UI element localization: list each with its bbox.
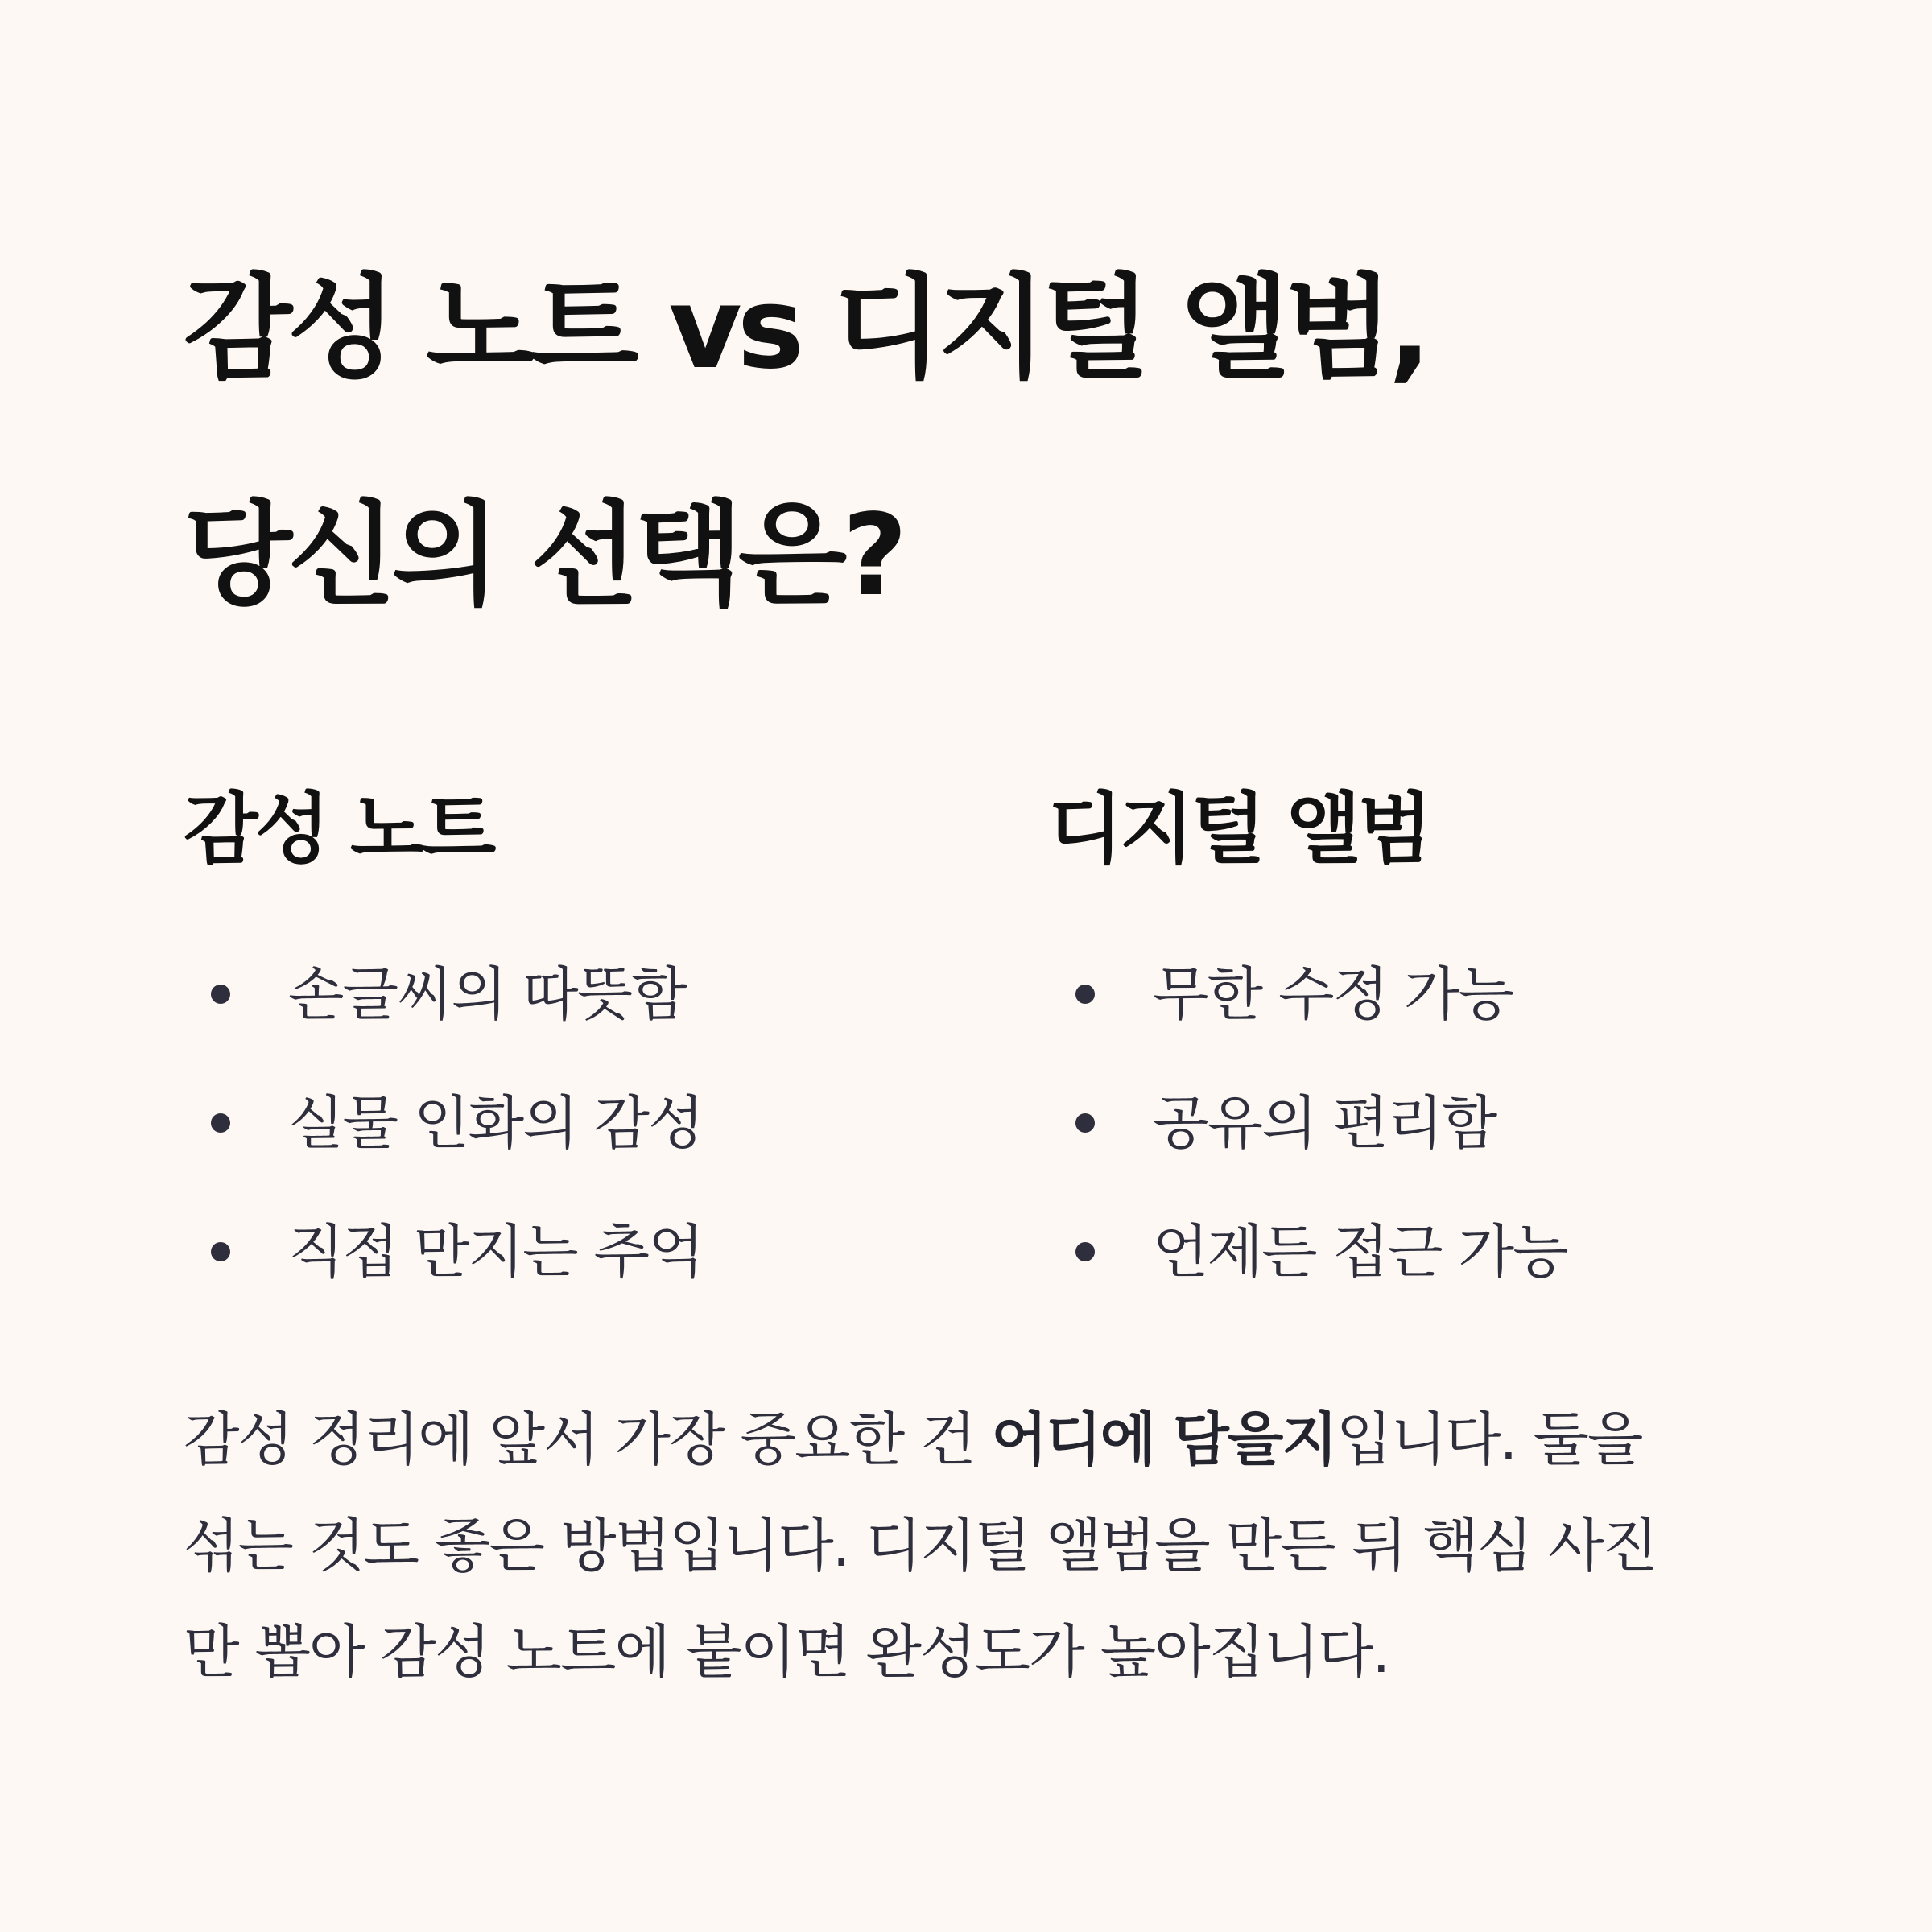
title-line-2: 당신의 선택은? xyxy=(184,490,903,621)
list-item-text: 실물 인화의 감성 xyxy=(288,1089,703,1157)
list-item-text: 무한 수정 가능 xyxy=(1153,960,1513,1028)
list-item-text: 직접 만지는 추억 xyxy=(288,1218,703,1286)
list-item xyxy=(1048,1059,1837,1187)
column-digital-album xyxy=(1048,773,1837,1316)
bullet-list-digital-album xyxy=(1048,930,1837,1316)
bullet-dot-icon xyxy=(1075,985,1095,1004)
list-item xyxy=(184,1059,972,1187)
summary-paragraph xyxy=(184,1386,1761,1705)
list-item-text: 공유의 편리함 xyxy=(1153,1089,1496,1157)
bullet-dot-icon xyxy=(1075,1242,1095,1261)
paragraph-line-3: 만 뽑아 감성 노트에 붙이면 완성도가 높아집니다. xyxy=(184,1618,1389,1686)
paragraph-line-2: 섞는 것도 좋은 방법입니다. 디지털 앨범을 만든 뒤 핵심 사진 xyxy=(184,1512,1657,1579)
column-heading-emotional-note: 감성 노트 xyxy=(184,784,493,874)
bullet-dot-icon xyxy=(211,1242,230,1261)
paragraph-line-1 xyxy=(184,1386,1761,1492)
list-item-text: 언제든 접근 가능 xyxy=(1153,1218,1567,1286)
list-item xyxy=(1048,1187,1837,1316)
title-line-1: 감성 노트 vs 디지털 앨범, xyxy=(184,263,1426,394)
list-item xyxy=(184,1187,972,1316)
column-heading-digital-album: 디지털 앨범 xyxy=(1048,784,1430,874)
paragraph-text: 감성 정리에 앞서 가장 중요한 건 xyxy=(184,1406,992,1473)
list-item xyxy=(1048,930,1837,1059)
page-title xyxy=(184,216,1794,670)
list-item xyxy=(184,930,972,1059)
bullet-list-emotional-note xyxy=(184,930,972,1316)
bullet-dot-icon xyxy=(1075,1113,1095,1133)
paragraph-emphasis: 어디에 담을지 xyxy=(991,1406,1336,1473)
column-emotional-note xyxy=(184,773,972,1316)
list-item-text: 손글씨의 따뜻함 xyxy=(288,960,686,1028)
bullet-dot-icon xyxy=(211,1113,230,1133)
paragraph-text: 입니다. 둘을 xyxy=(1335,1406,1642,1473)
bullet-dot-icon xyxy=(211,985,230,1004)
